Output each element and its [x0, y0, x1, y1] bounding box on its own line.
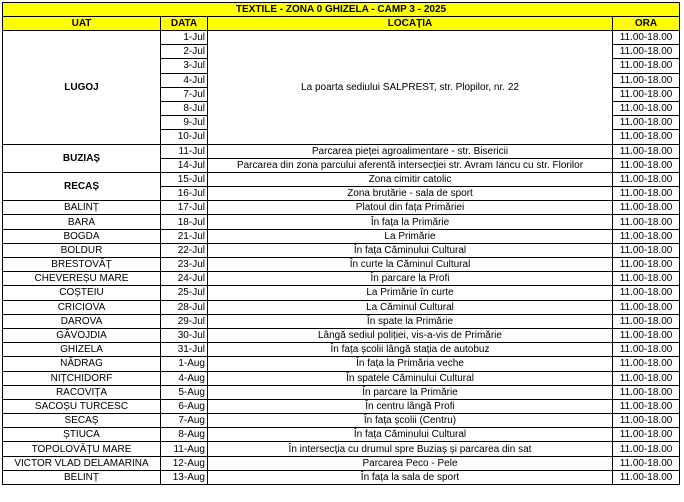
uat-cell: SECAȘ	[3, 414, 161, 428]
date-cell: 8-Aug	[161, 428, 208, 442]
table-row	[3, 414, 680, 428]
uat-cell: TOPOLOVĂȚU MARE	[3, 442, 161, 456]
date-cell: 18-Jul	[161, 215, 208, 229]
hours-cell: 11.00-18.00	[613, 385, 680, 399]
date-cell: 7-Jul	[161, 87, 208, 101]
hours-cell: 11.00-18.00	[613, 172, 680, 186]
location-cell: În centru lângă Profi	[208, 399, 613, 413]
location-cell: În fața școlii (Centru)	[208, 414, 613, 428]
uat-cell: GHIZELA	[3, 343, 161, 357]
uat-cell: GĂVOJDIA	[3, 328, 161, 342]
uat-cell: BOGDA	[3, 229, 161, 243]
date-cell: 11-Aug	[161, 442, 208, 456]
hours-cell: 11.00-18.00	[613, 357, 680, 371]
location-cell: Platoul din fața Primăriei	[208, 201, 613, 215]
hours-cell: 11.00-18.00	[613, 31, 680, 45]
hours-cell: 11.00-18.00	[613, 229, 680, 243]
date-cell: 25-Jul	[161, 286, 208, 300]
location-cell: În parcare la Profi	[208, 272, 613, 286]
table-row	[3, 328, 680, 342]
date-cell: 22-Jul	[161, 243, 208, 257]
date-cell: 24-Jul	[161, 272, 208, 286]
date-cell: 9-Jul	[161, 116, 208, 130]
location-cell: Zona brutărie - sala de sport	[208, 187, 613, 201]
date-cell: 2-Jul	[161, 45, 208, 59]
location-cell: În spatele Căminului Cultural	[208, 371, 613, 385]
uat-cell: COȘTEIU	[3, 286, 161, 300]
date-cell: 13-Aug	[161, 470, 208, 484]
date-cell: 28-Jul	[161, 300, 208, 314]
hours-cell: 11.00-18.00	[613, 300, 680, 314]
hours-cell: 11.00-18.00	[613, 328, 680, 342]
uat-cell: ȘTIUCA	[3, 428, 161, 442]
table-row	[3, 172, 680, 186]
date-cell: 10-Jul	[161, 130, 208, 144]
date-cell: 15-Jul	[161, 172, 208, 186]
location-cell: În fața la Primăria veche	[208, 357, 613, 371]
location-cell: În fața la sala de sport	[208, 470, 613, 484]
date-cell: 1-Aug	[161, 357, 208, 371]
location-cell: Lângă sediul poliției, vis-a-vis de Primărie	[208, 328, 613, 342]
location-cell: La poarta sediului SALPREST, str. Plopilor, nr. 22	[208, 31, 613, 145]
uat-cell: NIȚCHIDORF	[3, 371, 161, 385]
hours-cell: 11.00-18.00	[613, 286, 680, 300]
location-cell: La Primărie în curte	[208, 286, 613, 300]
uat-cell: DAROVA	[3, 314, 161, 328]
table-row	[3, 300, 680, 314]
table-row	[3, 399, 680, 413]
hours-cell: 11.00-18.00	[613, 45, 680, 59]
uat-cell: RECAȘ	[3, 172, 161, 200]
date-cell: 12-Aug	[161, 456, 208, 470]
hours-cell: 11.00-18.00	[613, 215, 680, 229]
table-title: TEXTILE - ZONA 0 GHIZELA - CAMP 3 - 2025	[3, 3, 680, 17]
table-row	[3, 258, 680, 272]
table-row	[3, 31, 680, 45]
hours-cell: 11.00-18.00	[613, 428, 680, 442]
hours-cell: 11.00-18.00	[613, 187, 680, 201]
date-cell: 23-Jul	[161, 258, 208, 272]
table-row	[3, 201, 680, 215]
date-cell: 16-Jul	[161, 187, 208, 201]
header-data: DATA	[161, 17, 208, 31]
location-cell: În fața Căminului Cultural	[208, 428, 613, 442]
table-row	[3, 314, 680, 328]
location-cell: În intersecția cu drumul spre Buziaș și parcarea din sat	[208, 442, 613, 456]
uat-cell: SACOȘU TURCESC	[3, 399, 161, 413]
location-cell: Zona cimitir catolic	[208, 172, 613, 186]
location-cell: În spate la Primărie	[208, 314, 613, 328]
date-cell: 14-Jul	[161, 158, 208, 172]
uat-cell: NĂDRAG	[3, 357, 161, 371]
location-cell: În fața Căminului Cultural	[208, 243, 613, 257]
date-cell: 29-Jul	[161, 314, 208, 328]
date-cell: 31-Jul	[161, 343, 208, 357]
date-cell: 6-Aug	[161, 399, 208, 413]
table-row	[3, 371, 680, 385]
hours-cell: 11.00-18.00	[613, 314, 680, 328]
schedule-body	[3, 31, 680, 485]
location-cell: Parcarea din zona parcului aferentă intersecției str. Avram Iancu cu str. Florilor	[208, 158, 613, 172]
location-cell: La Primărie	[208, 229, 613, 243]
table-row	[3, 243, 680, 257]
uat-cell: BARA	[3, 215, 161, 229]
hours-cell: 11.00-18.00	[613, 470, 680, 484]
uat-cell: RACOVIȚA	[3, 385, 161, 399]
table-row	[3, 343, 680, 357]
hours-cell: 11.00-18.00	[613, 87, 680, 101]
location-cell: În curte la Căminul Cultural	[208, 258, 613, 272]
uat-cell: BRESTOVĂȚ	[3, 258, 161, 272]
hours-cell: 11.00-18.00	[613, 272, 680, 286]
uat-cell: VICTOR VLAD DELAMARINA	[3, 456, 161, 470]
location-cell: La Căminul Cultural	[208, 300, 613, 314]
hours-cell: 11.00-18.00	[613, 201, 680, 215]
hours-cell: 11.00-18.00	[613, 73, 680, 87]
table-row	[3, 215, 680, 229]
date-cell: 7-Aug	[161, 414, 208, 428]
uat-cell: CRICIOVA	[3, 300, 161, 314]
table-row	[3, 385, 680, 399]
header-uat: UAT	[3, 17, 161, 31]
uat-cell: BUZIAȘ	[3, 144, 161, 172]
table-row	[3, 428, 680, 442]
location-cell: Parcarea pieței agroalimentare - str. Bisericii	[208, 144, 613, 158]
hours-cell: 11.00-18.00	[613, 130, 680, 144]
location-cell: În fața școlii lângă stația de autobuz	[208, 343, 613, 357]
schedule-table	[2, 2, 680, 485]
date-cell: 4-Aug	[161, 371, 208, 385]
hours-cell: 11.00-18.00	[613, 371, 680, 385]
hours-cell: 11.00-18.00	[613, 158, 680, 172]
hours-cell: 11.00-18.00	[613, 116, 680, 130]
date-cell: 4-Jul	[161, 73, 208, 87]
hours-cell: 11.00-18.00	[613, 414, 680, 428]
date-cell: 17-Jul	[161, 201, 208, 215]
table-row	[3, 144, 680, 158]
table-row	[3, 229, 680, 243]
hours-cell: 11.00-18.00	[613, 442, 680, 456]
date-cell: 30-Jul	[161, 328, 208, 342]
uat-cell: BELINȚ	[3, 470, 161, 484]
uat-cell: BALINȚ	[3, 201, 161, 215]
table-row	[3, 272, 680, 286]
location-cell: În parcare la Primărie	[208, 385, 613, 399]
table-row	[3, 456, 680, 470]
table-row	[3, 470, 680, 484]
table-row	[3, 357, 680, 371]
hours-cell: 11.00-18.00	[613, 258, 680, 272]
uat-cell: LUGOJ	[3, 31, 161, 145]
table-row	[3, 442, 680, 456]
date-cell: 11-Jul	[161, 144, 208, 158]
uat-cell: BOLDUR	[3, 243, 161, 257]
uat-cell: CHEVEREȘU MARE	[3, 272, 161, 286]
date-cell: 21-Jul	[161, 229, 208, 243]
hours-cell: 11.00-18.00	[613, 243, 680, 257]
hours-cell: 11.00-18.00	[613, 101, 680, 115]
hours-cell: 11.00-18.00	[613, 456, 680, 470]
hours-cell: 11.00-18.00	[613, 144, 680, 158]
location-cell: Parcarea Peco - Pele	[208, 456, 613, 470]
date-cell: 3-Jul	[161, 59, 208, 73]
date-cell: 1-Jul	[161, 31, 208, 45]
date-cell: 8-Jul	[161, 101, 208, 115]
hours-cell: 11.00-18.00	[613, 59, 680, 73]
location-cell: În fața la Primărie	[208, 215, 613, 229]
hours-cell: 11.00-18.00	[613, 399, 680, 413]
header-locatia: LOCAȚIA	[208, 17, 613, 31]
hours-cell: 11.00-18.00	[613, 343, 680, 357]
date-cell: 5-Aug	[161, 385, 208, 399]
table-row	[3, 286, 680, 300]
header-ora: ORA	[613, 17, 680, 31]
